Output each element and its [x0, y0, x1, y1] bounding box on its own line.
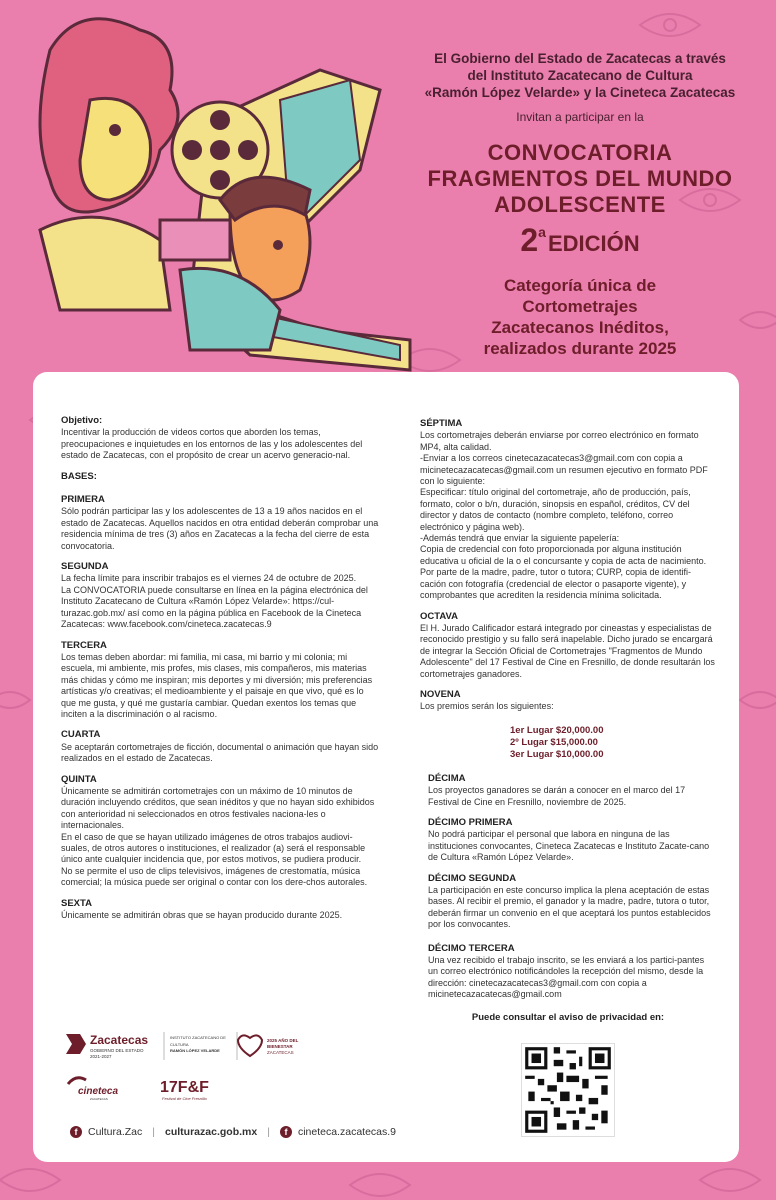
svg-text:ZACATECAS: ZACATECAS [267, 1050, 294, 1055]
segunda-section: SEGUNDA La fecha límite para inscribir trabajos es el viernes 24 de octubre de 2025. La CONVOCATORIA puede consultarse en línea en la página electrónica del Instituto Zacatecano de Cultura «Ramón López Velarde»: https://cul-turazac.gob.mx/ así como en la página pública en Facebook de la Cineteca Zacatecas: www.facebook.com/cineteca.zacatecas.9 [61, 561, 368, 630]
svg-text:cineteca: cineteca [78, 1086, 119, 1097]
footer-links [70, 1126, 396, 1138]
decima-segunda-section: DÉCIMO SEGUNDA La participación en este concurso implica la plena aceptación de estas bases. Al recibir el premio, el ganador y la madre, padre, tutora o tutor, deberán firmar un convenio en el que aceptará los puntos establecidos por los convocantes. [428, 872, 711, 930]
prize-3: 3er Lugar $10,000.00 [510, 748, 604, 760]
tercera-section: TERCERA Los temas deben abordar: mi familia, mi casa, mi barrio y mi colonia; mi escuela, mi ambiente, mis profes, mis clases, mis compañeros, mis materias más chidas y cómo me inspiran; mis deportes y mi diversión; mis preferencias artísticas y/o creativas; el medioambiente y el paisaje en que vivo, qué es lo que me gusta, y qué me gustaría cambiar. Quedan exentos los temas que inciten a la discriminación o al racismo. [61, 639, 373, 719]
illustration-teens-film-reel [20, 10, 420, 380]
cuarta-section: CUARTA Se aceptarán cortometrajes de ficción, documental o animación que hayan sido realizados en el estado de Zacatecas. [61, 729, 379, 764]
bienestar-logo [238, 1035, 299, 1056]
svg-text:17F&F: 17F&F [160, 1079, 209, 1096]
sexta-section: SEXTA Únicamente se admitirán obras que se hayan producido durante 2025. [61, 897, 343, 921]
qr-code[interactable] [521, 1043, 615, 1137]
quinta-section: QUINTA Únicamente se admitirán cortometrajes con un máximo de 10 minutos de duración incluyendo créditos, que sean inéditos y que no hayan sido exhibidos con anterioridad ni seleccionados en otros festivales naciona-les o internacionales. En el caso de que se hayan utilizado imágenes de otros trabajos audiovi-suales, de otros autores o instituciones, el realizador (a) será el responsable único ante cualquier incidencia que, por estos motivos, se pudiera producir. No se permite el uso de clips televisivos, imágenes de crestomatía, música comercial; la música puede ser original o contar con los dere-chos autorales. [61, 773, 375, 888]
institution-logos [62, 1030, 362, 1120]
facebook-icon: f [70, 1126, 82, 1138]
zac-years: 2021-2027 [90, 1054, 112, 1059]
octava-section: OCTAVA El H. Jurado Calificador estará integrado por cineastas y especialistas de reconocido prestigio y su fallo será inapelable. Dicho jurado se encargará de integrar la Sección Oficial de Cortometrajes "Fragmentos de Mundo Adolescente" del 17 Festival de Cine en Fresnillo, de donde resultarán los cortometrajes ganadores. [420, 610, 715, 679]
facebook-link-cultura[interactable]: Cultura.Zac [88, 1126, 143, 1138]
decima-primera-section: DÉCIMO PRIMERA No podrá participar el personal que labora en ninguna de las instituciones convocantes, Cineteca Zacatecas e Instituto Zacate-cano de Cultura «Ramón López Velarde». [428, 816, 710, 863]
prizes-list [510, 725, 716, 761]
intro-text: El Gobierno del Estado de Zacatecas a través del Instituto Zacatecano de Cultura «Ramón López Velarde» y la Cineteca Zacatecas [424, 51, 736, 100]
decima-section: DÉCIMA Los proyectos ganadores se darán a conocer en el marco del 17 Festival de Cine en Fresnillo, noviembre de 2025. [428, 772, 686, 807]
svg-text:INSTITUTO ZACATECANO DE: INSTITUTO ZACATECANO DE [170, 1035, 226, 1040]
left-column [61, 415, 379, 930]
facebook-link-cineteca[interactable]: cineteca.zacatecas.9 [297, 1126, 397, 1138]
facebook-icon: f [280, 1126, 292, 1138]
category-text: Categoría única de Cortometrajes Zacatecanos Inéditos, realizados durante 2025 [483, 276, 677, 358]
septima-section: SÉPTIMA Los cortometrajes deberán enviarse por correo electrónico en formato MP4, alta calidad. -Enviar a los correos cinetecazacatecas3@gmail.com con copia a micinetecazacatecas@gmail.com un resumen ejecutivo en formato PDF con lo siguiente: Especificar: título original del cortometraje, año de producción, país, formato, color o b/n, duración, sinopsis en español, créditos, CV del director y datos de contacto (nombre completo, teléfono, correo electrónico y página web). -Además tendrá que enviar la siguiente papelería: Copia de credencial con foto proporcionada por alguna institución educativa u oficial de la o el concursante y copia de acta de nacimiento. Por parte de la madre, padre, tutor o tutora; CURP, copia de identifi-cación con fotografía (credencial de elector o pasaporte vigente), y comprobantes que acrediten la residencia mínima solicitada. [420, 418, 708, 601]
zac-sub: GOBIERNO DEL ESTADO [90, 1048, 144, 1053]
svg-text:BIENESTAR: BIENESTAR [267, 1044, 293, 1049]
svg-text:ZACATECAS: ZACATECAS [90, 1097, 108, 1101]
bases-heading: BASES: [61, 470, 97, 482]
objetivo-section: Objetivo: Incentivar la producción de videos cortos que aborden los temas, preocupaciones e inquietudes en los entornos de las y los adolescentes del estado de Zacatecas, con el propósito de crear un acervo generacio-nal. [61, 415, 363, 461]
girl-character [40, 19, 178, 310]
website-link[interactable]: culturazac.gob.mx [165, 1126, 258, 1138]
header [400, 50, 760, 359]
separator: | [267, 1126, 270, 1138]
prize-2: 2º Lugar $15,000.00 [510, 736, 598, 748]
right-column [420, 418, 716, 1010]
svg-text:CULTURA: CULTURA [170, 1042, 189, 1047]
cineteca-logo [68, 1078, 118, 1101]
izc-logo [170, 1035, 226, 1053]
decima-tercera-section: DÉCIMO TERCERA Una vez recibido el trabajo inscrito, se les enviará a los partici-pantes un correo electrónico notificándoles la recepción del mismo, desde la dirección: cinetecazacatecas3@gmail.com con copia a micinetecazacatecas@gmail.com [428, 942, 705, 1000]
zac-name: Zacatecas [90, 1033, 149, 1047]
novena-section: NOVENA Los premios serán los siguientes: 1er Lugar $20,000.00 2º Lugar $15,000.00 3er Lugar $10,000.00 [420, 689, 716, 761]
separator: | [152, 1126, 156, 1138]
zacatecas-logo [66, 1033, 148, 1059]
invite-text: Invitan a participar en la [516, 110, 644, 124]
svg-text:RAMÓN LÓPEZ VELARDE: RAMÓN LÓPEZ VELARDE [170, 1048, 220, 1053]
privacy-notice: Puede consultar el aviso de privacidad en: [471, 1012, 665, 1023]
edition-label: 2$^a$EDICIÓN [520, 222, 640, 258]
svg-text:2025 AÑO DEL: 2025 AÑO DEL [267, 1038, 299, 1043]
page-title: CONVOCATORIA FRAGMENTOS DEL MUNDO ADOLESCENTE [427, 140, 733, 217]
festival-logo [160, 1079, 209, 1101]
prize-1: 1er Lugar $20,000.00 [510, 724, 604, 736]
primera-section: PRIMERA Sólo podrán participar las y los adolescentes de 13 a 19 años nacidos en el estado de Zacatecas. Aquellos nacidos en otra entidad deberán comprobar una residencia mínima de tres (3) años en Zacatecas a la fecha del cierre de esta convocatoria. [61, 494, 379, 551]
svg-text:Festival de Cine Fresnillo: Festival de Cine Fresnillo [162, 1096, 207, 1101]
